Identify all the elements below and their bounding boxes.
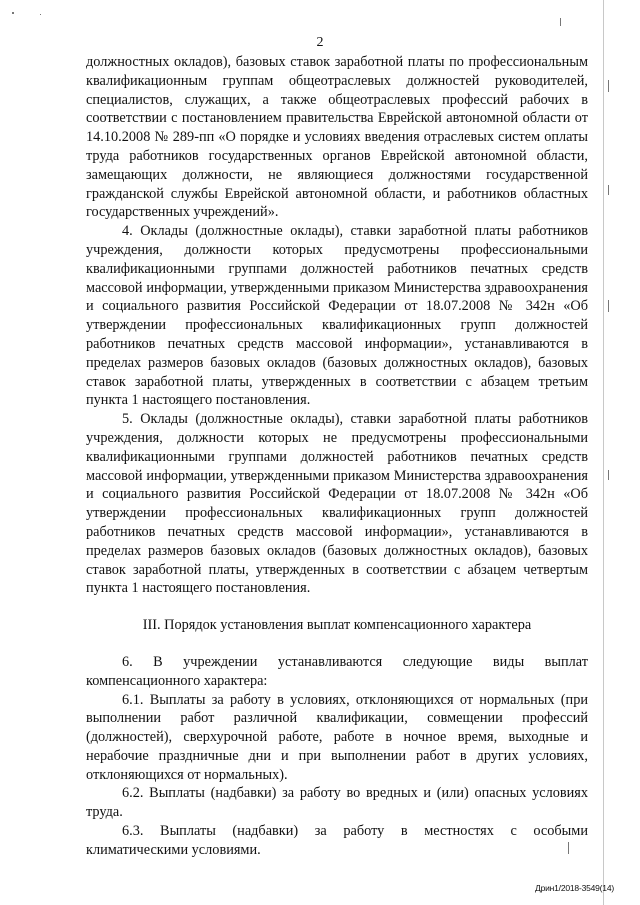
scan-tick [608,185,609,195]
document-body [86,53,588,860]
document-code: Дрин1/2018-3549(14) [535,883,614,893]
scan-tick [608,300,609,312]
section-heading: III. Порядок установления выплат компенсационного характера [142,617,532,634]
paragraph-item-4: 4. Оклады (должностные оклады), ставки заработной платы работников учреждения, должности которых предусмотрены профессиональными квалификационными группами должностей работников печатных средств массовой информации, утвержденными приказом Министерства здравоохранения и социального развития Российской Федерации от 18.07.2008 № 342н «Об утверждении профессиональных квалификационных групп должностей работников печатных средств массовой информации», устанавливаются в пределах размеров базовых окладов (базовых должностных окладов), базовых ставок заработной платы, утвержденных в соответствии с абзацем третьим пункта 1 настоящего постановления. [86,223,588,409]
paragraph-item-6-2: 6.2. Выплаты (надбавки) за работу во вредных и (или) опасных условиях труда. [86,785,588,821]
paragraph-item-6: 6. В учреждении устанавливаются следующие виды выплат компенсационного характера: [86,653,588,689]
scan-dot [12,12,14,14]
scan-edge-line [603,0,604,905]
scan-tick [608,470,609,480]
paragraph-item-6-1: 6.1. Выплаты за работу в условиях, отклоняющихся от нормальных (при выполнении работ различной квалификации, совмещении профессий (должностей), сверхурочной работе, работе в ночное время, выходные и нерабочие праздничные дни и при выполнении работ в других условиях, отклоняющихся от нормальных). [86,691,588,783]
scan-tick [608,80,609,92]
scan-tick [560,18,561,26]
page-number: 2 [316,35,324,50]
paragraph-item-5: 5. Оклады (должностные оклады), ставки заработной платы работников учреждения, должности которых не предусмотрены профессиональными квалификационными группами должностей работников печатных средств массовой информации, утвержденными приказом Министерства здравоохранения и социального развития Российской Федерации от 18.07.2008 № 342н «Об утверждении профессиональных квалификационных групп должностей работников печатных средств массовой информации», устанавливаются в пределах размеров базовых окладов (базовых должностных окладов), базовых ставок заработной платы, утвержденных в соответствии с абзацем четвертым пункта 1 настоящего постановления. [86,411,588,597]
paragraph-continuation: должностных окладов), базовых ставок заработной платы по профессиональным квалификационным группам общеотраслевых должностей руководителей, специалистов, служащих, а также общеотраслевых профессий рабочих в соответствии с постановлением правительства Еврейской автономной области от 14.10.2008 № 289-пп «О порядке и условиях введения отраслевых систем оплаты труда работников государственных органов Еврейской автономной области, замещающих должности, не являющиеся должностями государственной гражданской службы Еврейской автономной области, и работников областных государственных учреждений». [86,54,588,221]
paragraph-item-6-3: 6.3. Выплаты (надбавки) за работу в местностях с особыми климатическими условиями. [86,823,588,858]
scan-dot [40,14,41,15]
